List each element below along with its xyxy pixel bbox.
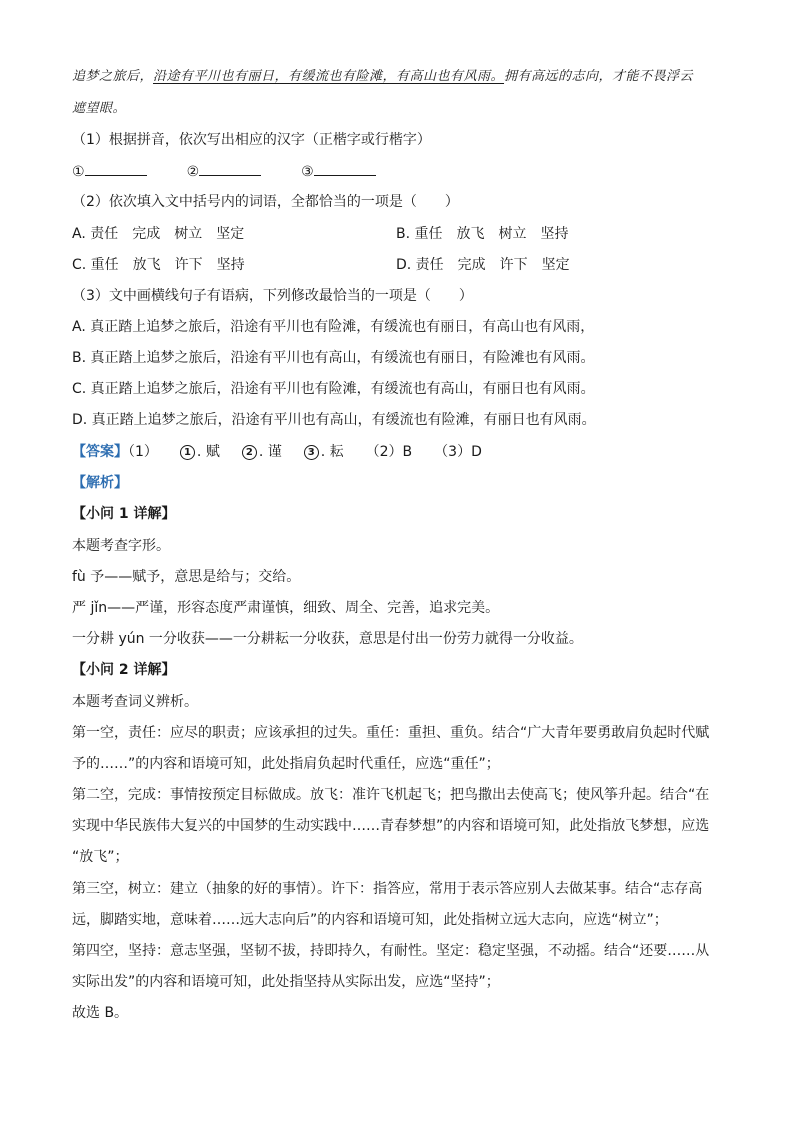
q1-blanks	[72, 161, 416, 182]
q2-option-b: B. 重任 放飞 树立 坚持	[396, 226, 569, 242]
section-2-line-7: 第三空，树立：建立（抽象的好的事情）。许下：指答应，常用于表示答应别人去做某事。结合“志存高	[72, 881, 703, 897]
q3-option-b: B. 真正踏上追梦之旅后，沿途有平川也有高山，有缓流也有丽日，有险滩也有风雨。	[72, 350, 595, 366]
answer-line	[72, 442, 482, 462]
circled-number-1: 1	[180, 445, 195, 460]
q2-option-a: A. 责任 完成 树立 坚定	[72, 226, 245, 242]
blank-label-1: ①	[72, 164, 85, 180]
blank-label-3: ③	[301, 164, 314, 180]
section-1-line-3: 严 jǐn——严谨，形容态度严肃谨慎，细致、周全、完善，追求完美。	[72, 600, 500, 616]
blank-3	[314, 161, 376, 176]
q3-option-d: D. 真正踏上追梦之旅后，沿途有平川也有高山，有缓流也有险滩，有丽日也有风雨。	[72, 412, 596, 428]
answer-part-2: （2）B	[365, 444, 413, 460]
intro-line-1	[72, 67, 693, 87]
section-2-line-6: “放飞”；	[72, 849, 129, 865]
section-2-line-4: 第二空，完成：事情按预定目标做成。放飞：准许飞机起飞；把鸟撒出去使高飞；使风筝升起。结合“在	[72, 787, 710, 803]
section-2-title: 【小问 2 详解】	[72, 662, 176, 678]
answer-part-3: （3）D	[434, 444, 482, 460]
q3-option-a: A. 真正踏上追梦之旅后，沿途有平川也有险滩，有缓流也有丽日，有高山也有风雨，	[72, 319, 595, 335]
section-2-line-9: 第四空，坚持：意志坚强，坚韧不拔，持即持久，有耐性。坚定：稳定坚强，不动摇。结合“还要……从	[72, 943, 710, 959]
blank-1	[85, 161, 147, 176]
answer-1: . 赋	[196, 444, 220, 460]
analysis-tag: 【解析】	[72, 475, 128, 491]
blank-label-2: ②	[186, 164, 200, 180]
section-2-line-8: 远，脚踏实地，意味着……远大志向后”的内容和语境可知，此处指树立远大志向，应选“树立”；	[72, 912, 668, 928]
section-2-line-1: 本题考查词义辨析。	[72, 694, 198, 710]
intro-text-a: 追梦之旅后，	[72, 69, 154, 84]
section-2-line-5: 实现中华民族伟大复兴的中国梦的生动实践中……青春梦想”的内容和语境可知，此处指放飞梦想，应选	[72, 818, 710, 834]
section-1-line-1: 本题考查字形。	[72, 538, 170, 554]
section-1-line-2: fù 予——赋予，意思是给与；交给。	[72, 569, 301, 585]
section-1-line-4: 一分耕 yún 一分收获——一分耕耘一分收获，意思是付出一份劳力就得一分收益。	[72, 631, 583, 647]
answer-3: . 耘	[320, 444, 344, 460]
intro-line-2: 遮望眼。	[72, 101, 127, 116]
section-2-line-2: 第一空，责任：应尽的职责；应该承担的过失。重任：重担、重负。结合“广大青年要勇敢肩负起时代赋	[72, 725, 710, 741]
section-1-title: 【小问 1 详解】	[72, 506, 176, 522]
q3-option-c: C. 真正踏上追梦之旅后，沿途有平川也有险滩，有缓流也有高山，有丽日也有风雨。	[72, 381, 595, 397]
q2-option-c: C. 重任 放飞 许下 坚持	[72, 257, 245, 273]
answer-2: . 谨	[258, 444, 282, 460]
section-2-line-3: 予的……”的内容和语境可知，此处指肩负起时代重任，应选“重任”；	[72, 756, 500, 772]
q2-option-d: D. 责任 完成 许下 坚定	[396, 257, 570, 273]
answer-part-1-label: （1）	[128, 444, 158, 460]
q2-stem: （2）依次填入文中括号内的词语，全都恰当的一项是（ ）	[72, 194, 459, 210]
underlined-sentence: 沿途有平川也有丽日，有缓流也有险滩，有高山也有风雨。	[153, 69, 505, 84]
section-2-line-11: 故选 B。	[72, 1005, 129, 1021]
circled-number-3: 3	[304, 445, 319, 460]
blank-2	[199, 161, 261, 176]
circled-number-2: 2	[242, 445, 257, 460]
q3-stem: （3）文中画横线句子有语病，下列修改最恰当的一项是（ ）	[72, 288, 473, 304]
answer-tag: 【答案】	[72, 444, 128, 460]
section-2-line-10: 实际出发”的内容和语境可知，此处指坚持从实际出发，应选“坚持”；	[72, 974, 500, 990]
q1-stem: （1）根据拼音，依次写出相应的汉字（正楷字或行楷字）	[72, 132, 431, 148]
intro-text-c: 拥有高远的志向，才能不畏浮云	[504, 69, 694, 84]
